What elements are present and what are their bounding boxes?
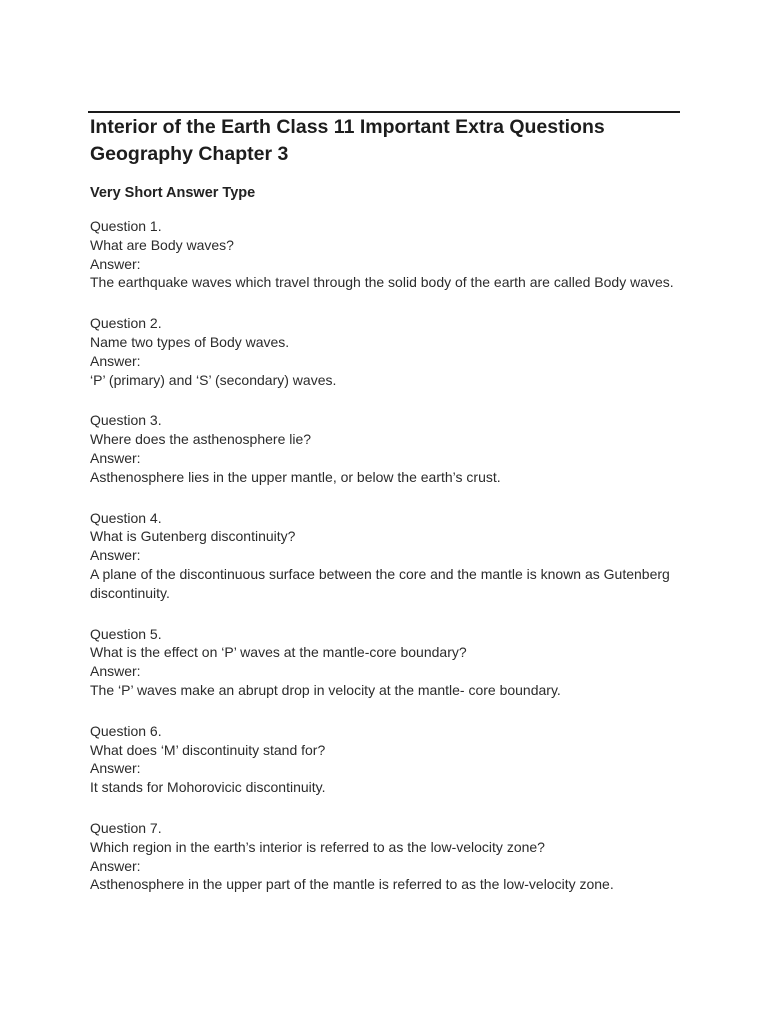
document-content xyxy=(90,114,680,916)
question-item-6 xyxy=(90,722,680,797)
question-text: What is Gutenberg discontinuity? xyxy=(90,528,296,545)
document-title: Interior of the Earth Class 11 Important Extra Questions Geography Chapter 3 xyxy=(90,116,605,165)
answer-text: A plane of the discontinuous surface between the core and the mantle is known as Gutenberg discontinuity. xyxy=(90,565,670,601)
answer-label: Answer: xyxy=(90,352,141,369)
question-item-2 xyxy=(90,314,680,389)
question-list xyxy=(90,217,680,894)
question-label: Question 7. xyxy=(90,819,162,836)
question-text: Which region in the earth’s interior is referred to as the low-velocity zone? xyxy=(90,838,545,855)
question-item-4 xyxy=(90,509,680,603)
section-heading: Very Short Answer Type xyxy=(90,185,256,201)
question-label: Question 6. xyxy=(90,722,162,739)
question-label: Question 1. xyxy=(90,218,162,234)
question-label: Question 4. xyxy=(90,509,162,526)
question-item-7 xyxy=(90,819,680,894)
answer-label: Answer: xyxy=(90,663,141,680)
question-text: Name two types of Body waves. xyxy=(90,333,290,350)
answer-text: The earthquake waves which travel through the solid body of the earth are called Body waves. xyxy=(90,274,674,291)
top-rule xyxy=(88,111,680,113)
question-text: What are Body waves? xyxy=(90,236,234,253)
question-item-3 xyxy=(90,411,680,486)
answer-text: Asthenosphere in the upper part of the mantle is referred to as the low-velocity zone. xyxy=(90,876,614,893)
answer-label: Answer: xyxy=(90,760,141,777)
question-label: Question 2. xyxy=(90,315,162,332)
answer-label: Answer: xyxy=(90,857,141,874)
question-label: Question 3. xyxy=(90,412,162,429)
answer-text: ‘P’ (primary) and ‘S’ (secondary) waves. xyxy=(90,371,337,388)
question-text: What does ‘M’ discontinuity stand for? xyxy=(90,741,326,758)
answer-label: Answer: xyxy=(90,547,141,564)
answer-label: Answer: xyxy=(90,449,141,466)
answer-text: Asthenosphere lies in the upper mantle, or below the earth’s crust. xyxy=(90,468,501,485)
question-item-1 xyxy=(90,217,680,292)
answer-text: The ‘P’ waves make an abrupt drop in velocity at the mantle- core boundary. xyxy=(90,681,561,698)
question-item-5 xyxy=(90,625,680,700)
answer-text: It stands for Mohorovicic discontinuity. xyxy=(90,779,326,796)
question-label: Question 5. xyxy=(90,625,162,642)
answer-label: Answer: xyxy=(90,255,141,272)
question-text: Where does the asthenosphere lie? xyxy=(90,431,312,448)
question-text: What is the effect on ‘P’ waves at the mantle-core boundary? xyxy=(90,644,467,661)
